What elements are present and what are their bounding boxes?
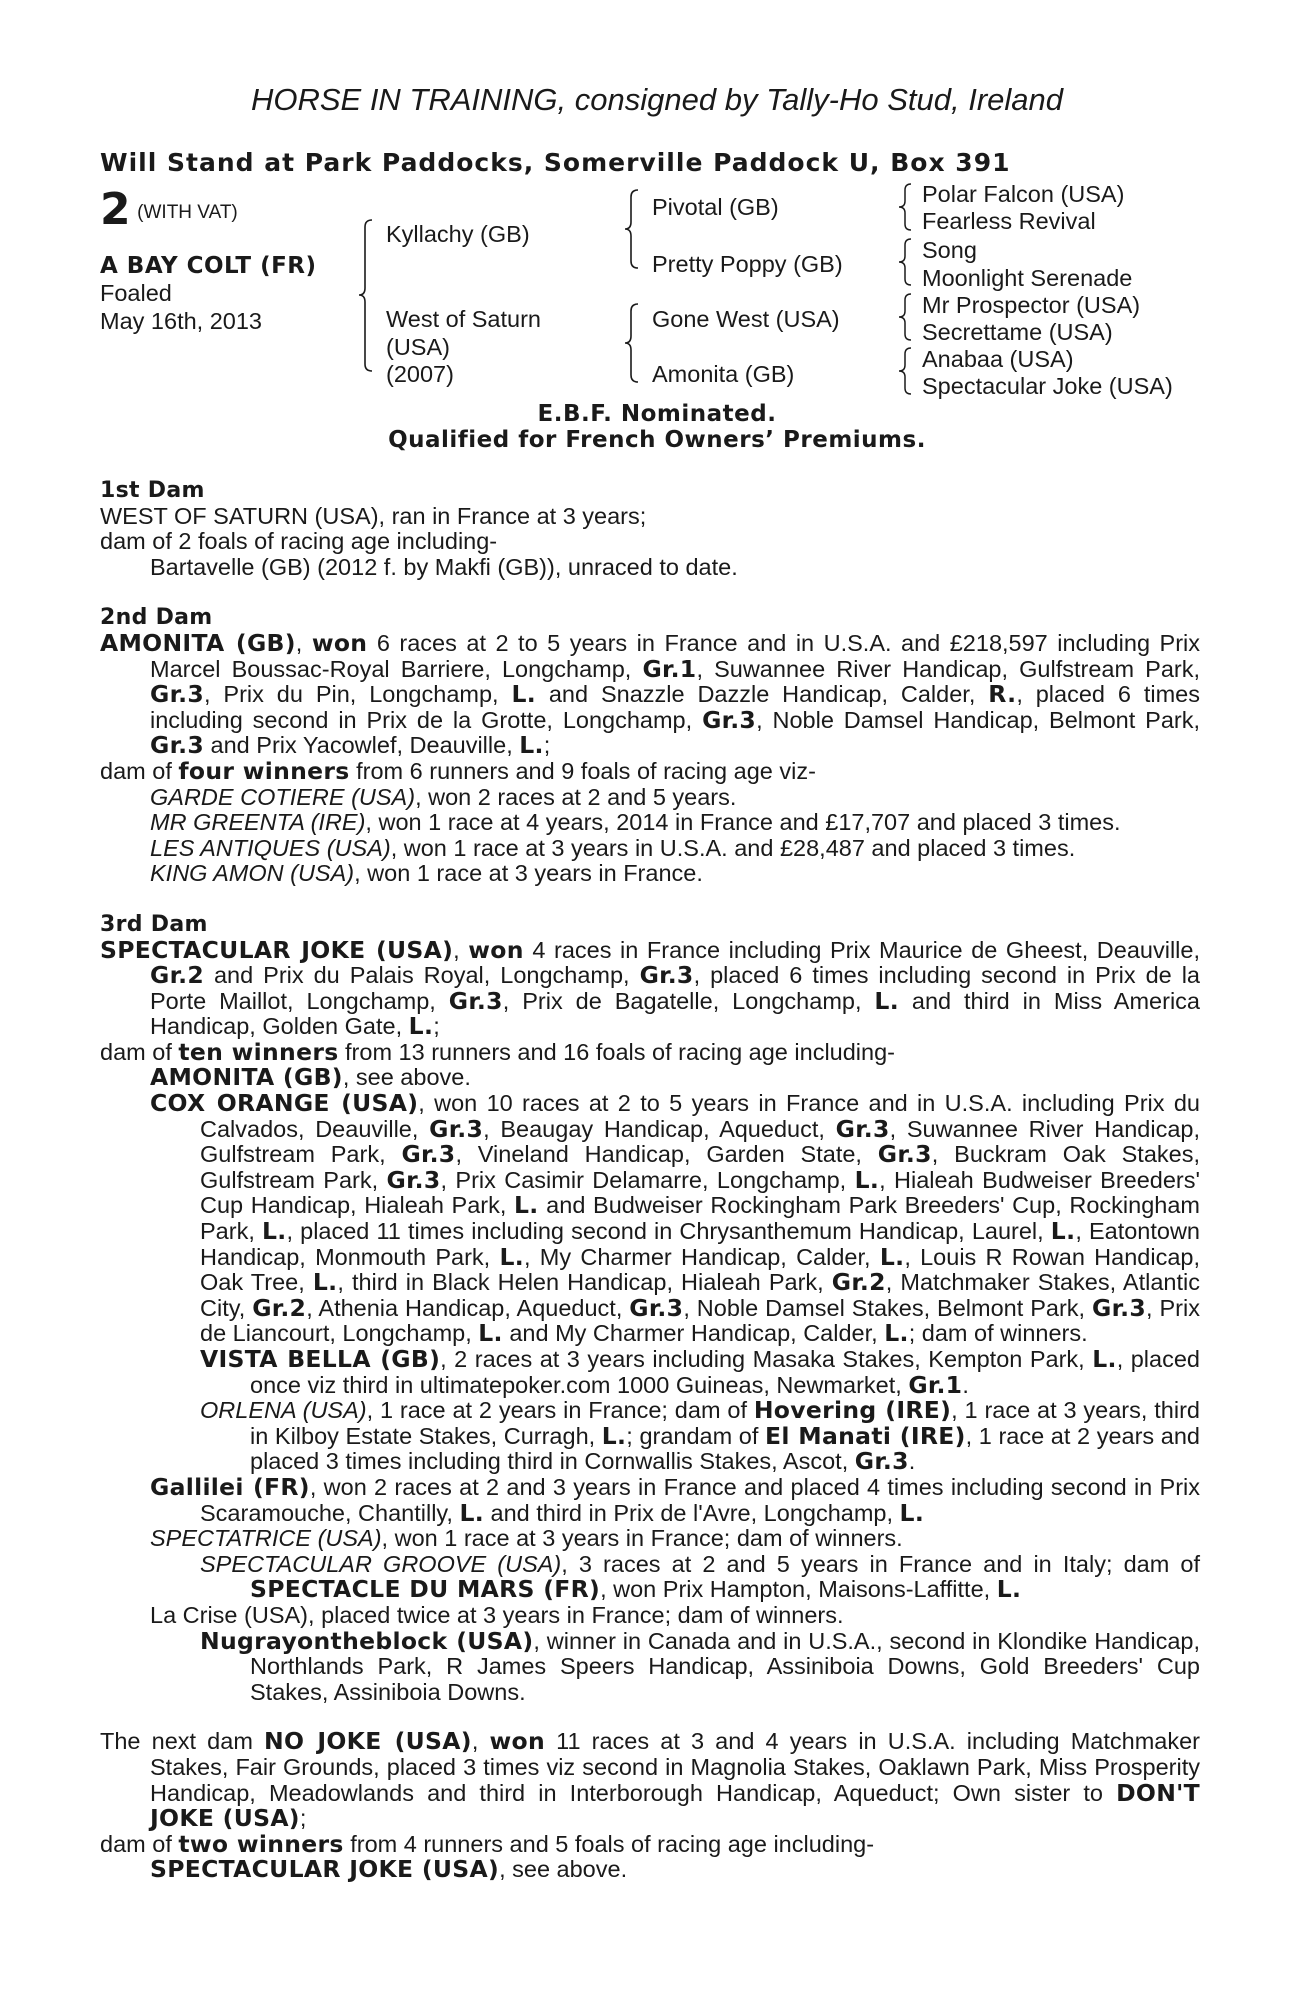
text-run: , Suwannee River Handicap, Gulfstream Park,: [696, 655, 1200, 682]
pedigree-gg1: Polar Falcon (USA): [922, 181, 1125, 207]
bold-text: Gr.3: [877, 1140, 932, 1169]
text-run: ;: [299, 1805, 307, 1832]
produce-item: [100, 1398, 1200, 1475]
bold-text: L.: [459, 1498, 485, 1527]
bold-text: Gr.3: [429, 1114, 484, 1143]
bold-text: NO JOKE (USA): [264, 1727, 472, 1756]
horse-name: SPECTACULAR JOKE (USA): [100, 935, 454, 964]
italic-text: SPECTACULAR GROOVE (USA): [200, 1550, 562, 1577]
bold-text: Gr.3: [702, 705, 757, 734]
bold-text: Gallilei (FR): [150, 1472, 310, 1501]
bold-text: Gr.1: [908, 1370, 963, 1399]
text-run: , 3 races at 2 and 5 years in France and in Italy; dam of: [561, 1550, 1200, 1577]
bold-text: L.: [879, 1242, 905, 1271]
bold-text: won: [489, 1727, 545, 1756]
pedigree-sire: Kyllachy (GB): [386, 221, 530, 247]
produce-item: [100, 1857, 1200, 1883]
text-run: dam of: [100, 757, 179, 784]
pedigree-brace-g3: [898, 292, 916, 342]
bold-text: Gr.3: [854, 1447, 909, 1476]
pedigree-sire-sire: Pivotal (GB): [652, 194, 779, 220]
bold-text: R.: [988, 680, 1017, 709]
second-dam-heading: 2nd Dam: [100, 605, 213, 631]
bold-text: two winners: [178, 1829, 344, 1858]
text-run: , won 1 race at 3 years in France.: [354, 860, 703, 887]
text-run: from 13 runners and 16 foals of racing age including-: [338, 1038, 895, 1065]
bold-text: L.: [312, 1268, 338, 1297]
text-run: , Noble Damsel Stakes, Belmont Park,: [683, 1294, 1093, 1321]
text-run: ;: [543, 732, 551, 759]
bold-text: Gr.3: [448, 986, 503, 1015]
bold-text: L.: [408, 1012, 434, 1041]
bold-text: L.: [899, 1498, 925, 1527]
bold-text: SPECTACLE DU MARS (FR): [250, 1575, 601, 1604]
foaled-date: May 16th, 2013: [100, 308, 262, 334]
text-run: , My Charmer Handicap, Calder,: [523, 1243, 880, 1270]
text-run: , winner in Canada and in U.S.A., second in Klondike Handicap, Northlands Park, R James Speers Handicap, Assiniboia Downs, Gold Breeders' Cup Stakes, Assiniboia Downs.: [250, 1627, 1201, 1705]
bold-text: won: [468, 935, 524, 964]
text-run: and Snazzle Dazzle Handicap, Calder,: [535, 681, 989, 708]
bold-text: Gr.3: [150, 731, 205, 760]
pedigree-gg3: Song: [922, 237, 977, 263]
lot-number: 2: [100, 184, 131, 235]
pedigree-brace-g1: [898, 182, 916, 232]
text-run: , placed 6 times including second in Prix de la Grotte, Longchamp,: [150, 681, 1200, 733]
bold-text: L.: [601, 1421, 627, 1450]
french-premiums-note: Qualified for French Owners’ Premiums.: [388, 427, 926, 453]
third-dam-produce-intro: [100, 1037, 1200, 1066]
pedigree-gg4: Moonlight Serenade: [922, 265, 1133, 291]
bold-text: Gr.3: [835, 1114, 890, 1143]
pedigree-dam-line1: West of Saturn: [386, 306, 541, 332]
lot-number-line: [100, 184, 238, 235]
text-run: , Hialeah Budweiser Breeders' Cup Handicap, Hialeah Park,: [200, 1166, 1200, 1219]
bold-text: DON'T JOKE (USA): [150, 1778, 1200, 1833]
italic-text: SPECTATRICE (USA): [150, 1525, 382, 1552]
text-run: .: [908, 1448, 916, 1475]
bold-text: SPECTACULAR JOKE (USA): [150, 1855, 500, 1884]
bold-text: Gr.3: [150, 680, 205, 709]
text-run: ; dam of winners.: [908, 1320, 1088, 1347]
text-run: , Beaugay Handicap, Aqueduct,: [483, 1115, 836, 1142]
text-run: , see above.: [499, 1856, 628, 1883]
vat-label: (WITH VAT): [137, 202, 238, 223]
bold-text: four winners: [178, 756, 350, 785]
text-run: , 1 race at 2 years and placed 3 times including third in Cornwallis Stakes, Ascot,: [250, 1422, 1200, 1475]
bold-text: Hovering (IRE): [753, 1396, 952, 1425]
produce-item: [100, 1347, 1200, 1398]
text-run: , Prix de Bagatelle, Longchamp,: [502, 987, 875, 1014]
text-run: ; grandam of: [626, 1422, 766, 1449]
bold-text: COX ORANGE (USA): [150, 1089, 419, 1118]
pedigree-brace-g2: [898, 237, 916, 287]
next-dam-produce-intro: [100, 1829, 1200, 1858]
bold-text: L.: [519, 731, 544, 760]
text-run: , won 2 races at 2 and 5 years.: [415, 783, 737, 810]
bold-text: Gr.3: [1092, 1293, 1147, 1322]
bold-text: ten winners: [178, 1037, 339, 1066]
produce-item: [100, 1552, 1200, 1603]
produce-item: La Crise (USA), placed twice at 3 years in France; dam of winners.: [150, 1601, 844, 1628]
text-run: , won Prix Hampton, Maisons-Laffitte,: [600, 1576, 997, 1603]
text-run: and My Charmer Handicap, Calder,: [502, 1320, 885, 1347]
bold-text: El Manati (IRE): [765, 1421, 966, 1450]
pedigree-dam-line2: (USA): [386, 334, 450, 360]
text-run: 11 races at 3 and 4 years in U.S.A. including Matchmaker Stakes, Fair Grounds, placed 3 times viz second in Magnolia Stakes, Oaklawn Park, Miss Prosperity Handicap, Meadowlands and third in Interborough Handicap, Aqueduct; Own sister to: [150, 1728, 1200, 1806]
produce-item: [100, 1091, 1200, 1347]
bold-text: Gr.3: [629, 1293, 684, 1322]
first-dam-heading: 1st Dam: [100, 478, 205, 503]
pedigree-brace-g4: [898, 346, 916, 396]
pedigree-sire-dam: Pretty Poppy (GB): [652, 251, 843, 277]
bold-text: Gr.3: [386, 1165, 441, 1194]
text-run: , 2 races at 3 years including Masaka Stakes, Kempton Park,: [440, 1346, 1093, 1372]
spacer: [100, 580, 1200, 605]
bold-text: L.: [261, 1217, 287, 1246]
text-run: , third in Black Helen Handicap, Hialeah Park,: [337, 1269, 832, 1296]
text-run: 6 races at 2 to 5 years in France and in U.S.A. and £218,597 including Prix Marcel Boussac-Royal Barriere, Longchamp,: [150, 629, 1200, 682]
text-run: , Athenia Handicap, Aqueduct,: [306, 1294, 630, 1321]
text-run: and third in Miss America Handicap, Golden Gate,: [150, 987, 1200, 1040]
text-run: The next dam: [100, 1728, 265, 1755]
pedigree-gg2: Fearless Revival: [922, 208, 1096, 234]
produce-item: [100, 836, 1200, 862]
won-label: won: [311, 628, 368, 657]
pedigree-dam-dam: Amonita (GB): [652, 361, 795, 387]
bold-text: AMONITA (GB): [150, 1063, 343, 1092]
text-run: , Prix de Liancourt, Longchamp,: [200, 1294, 1200, 1347]
italic-text: KING AMON (USA): [150, 860, 355, 887]
text-run: .: [962, 1371, 969, 1398]
text-run: ;: [433, 1013, 440, 1040]
produce-item: [100, 861, 1200, 887]
bold-text: L.: [478, 1319, 503, 1348]
italic-text: MR GREENTA (IRE): [150, 809, 366, 836]
text-run: , see above.: [342, 1064, 471, 1091]
text-run: , Prix Casimir Delamarre, Longchamp,: [440, 1166, 855, 1193]
bold-text: L.: [1092, 1345, 1117, 1373]
first-dam-produce-intro: dam of 2 foals of racing age including-: [100, 528, 498, 555]
pedigree-gg6: Secrettame (USA): [922, 319, 1113, 345]
pedigree-dam-line3: (2007): [386, 361, 454, 387]
text-run: , 1 race at 3 years, third in Kilboy Estate Stakes, Curragh,: [250, 1397, 1200, 1449]
bold-text: L.: [514, 1191, 539, 1220]
italic-text: GARDE COTIERE (USA): [150, 783, 416, 810]
pedigree-dam-sire: Gone West (USA): [652, 306, 840, 332]
produce-item: [100, 810, 1200, 836]
bold-text: Nugrayontheblock (USA): [200, 1626, 534, 1655]
pedigree-brace-dam: [624, 302, 644, 384]
text-run: , placed once viz third in ultimatepoker.com 1000 Guineas, Newmarket,: [250, 1346, 1200, 1398]
bold-text: Gr.2: [252, 1293, 307, 1322]
pedigree-gg7: Anabaa (USA): [922, 346, 1074, 372]
text-run: from 6 runners and 9 foals of racing age viz-: [349, 757, 816, 784]
ebf-note: E.B.F. Nominated.: [537, 401, 777, 427]
bold-text: L.: [854, 1165, 880, 1194]
bold-text: L.: [1050, 1217, 1076, 1246]
foaled-label: Foaled: [100, 280, 172, 306]
page-title: HORSE IN TRAINING, consigned by Tally-Ho Stud, Ireland: [250, 82, 1064, 117]
bold-text: L.: [996, 1575, 1022, 1604]
first-dam-entry: WEST OF SATURN (USA), ran in France at 3 years;: [100, 502, 647, 529]
catalogue-body: [100, 478, 1200, 1883]
bold-text: Gr.3: [639, 961, 694, 990]
text-run: , Noble Damsel Handicap, Belmont Park,: [756, 706, 1201, 733]
spacer: [100, 1705, 1200, 1729]
third-dam-heading: 3rd Dam: [100, 911, 208, 937]
text-run: and third in Prix de l'Avre, Longchamp,: [484, 1499, 900, 1526]
stand-location: Will Stand at Park Paddocks, Somerville Paddock U, Box 391: [100, 148, 1011, 177]
horse-name: AMONITA (GB): [100, 628, 296, 657]
text-run: , Eatontown Handicap, Monmouth Park,: [200, 1218, 1201, 1270]
pedigree-gg5: Mr Prospector (USA): [922, 292, 1141, 318]
text-run: , Suwannee River Handicap, Gulfstream Park,: [200, 1115, 1200, 1168]
produce-item: [100, 785, 1200, 811]
pedigree-brace-sire: [624, 188, 644, 270]
bold-text: L.: [499, 1242, 524, 1271]
text-run: , placed 11 times including second in Chrysanthemum Handicap, Laurel,: [286, 1218, 1051, 1245]
bold-text: L.: [884, 1319, 909, 1348]
produce-item: [100, 1472, 1201, 1527]
text-run: , won 1 race at 3 years in France; dam of winners.: [381, 1525, 903, 1552]
text-run: , won 10 races at 2 to 5 years in France and in U.S.A. including Prix du Calvados, Deauville,: [200, 1090, 1200, 1142]
next-dam-entry: The next dam NO JOKE (USA), won 11 races at 3 and 4 years in U.S.A. including Matchmaker Stakes, Fair Grounds, placed 3 times viz second in Magnolia Stakes, Oaklawn Park, Miss Prosperity Handicap, Meadowlands and third in Interborough Handicap, Aqueduct; Own sister to DON'T JOKE (USA);: [100, 1727, 1200, 1833]
text-run: , Prix du Pin, Longchamp,: [204, 681, 512, 708]
bold-text: L.: [874, 986, 899, 1015]
bold-text: Gr.2: [150, 961, 205, 990]
text-run: , Vineland Handicap, Garden State,: [455, 1141, 878, 1168]
text-run: and Prix Yacowlef, Deauville,: [204, 732, 520, 759]
text-run: from 4 runners and 5 foals of racing age including-: [343, 1830, 875, 1857]
bold-text: Gr.3: [401, 1140, 456, 1169]
pedigree-gg8: Spectacular Joke (USA): [922, 373, 1173, 399]
text-run: dam of: [100, 1830, 179, 1857]
bold-text: L.: [511, 680, 536, 709]
pedigree-brace-main: [358, 218, 378, 373]
bold-text: Gr.2: [831, 1268, 886, 1297]
second-dam-produce-intro: [100, 756, 1200, 785]
text-run: , won 2 races at 2 and 3 years in France and placed 4 times including second in Prix Scaramouche, Chantilly,: [200, 1473, 1201, 1526]
produce-item: [100, 1526, 1200, 1552]
text-run: , won 1 race at 4 years, 2014 in France and £17,707 and placed 3 times.: [365, 809, 1121, 836]
text-run: dam of: [100, 1038, 179, 1065]
text-run: , Matchmaker Stakes, Atlantic City,: [200, 1269, 1200, 1321]
italic-text: ORLENA (USA): [200, 1397, 367, 1424]
text-run: , 1 race at 2 years in France; dam of: [366, 1397, 754, 1424]
first-dam-produce-item: Bartavelle (GB) (2012 f. by Makfi (GB)), unraced to date.: [150, 553, 738, 580]
text-run: 4 races in France including Prix Maurice de Gheest, Deauville,: [523, 936, 1200, 963]
lot-description: A BAY COLT (FR): [100, 253, 317, 279]
third-dam-entry: SPECTACULAR JOKE (USA), won 4 races in France including Prix Maurice de Gheest, Deauville, Gr.2 and Prix du Palais Royal, Longchamp, Gr.3, placed 6 times including second in Prix de la Porte Maillot, Longchamp, Gr.3, Prix de Bagatelle, Longchamp, L. and third in Miss America Handicap, Golden Gate, L.;: [100, 935, 1200, 1041]
text-run: , Buckram Oak Stakes, Gulfstream Park,: [200, 1141, 1200, 1193]
bold-text: Gr.1: [642, 654, 697, 683]
text-run: and Budweiser Rockingham Park Breeders' Cup, Rockingham Park,: [200, 1192, 1200, 1245]
second-dam-entry: AMONITA (GB), won 6 races at 2 to 5 years in France and in U.S.A. and £218,597 including Prix Marcel Boussac-Royal Barriere, Longchamp, Gr.1, Suwannee River Handicap, Gulfstream Park, Gr.3, Prix du Pin, Longchamp, L. and Snazzle Dazzle Handicap, Calder, R., placed 6 times including second in Prix de la Grotte, Longchamp, Gr.3, Noble Damsel Handicap, Belmont Park, Gr.3 and Prix Yacowlef, Deauville, L.;: [100, 628, 1201, 760]
text-run: , won 1 race at 3 years in U.S.A. and £28,487 and placed 3 times.: [390, 834, 1076, 861]
spacer: [100, 887, 1200, 912]
text-run: , placed 6 times including second in Prix de la Porte Maillot, Longchamp,: [150, 962, 1200, 1014]
text-run: , Louis R Rowan Handicap, Oak Tree,: [200, 1243, 1200, 1296]
italic-text: LES ANTIQUES (USA): [150, 834, 391, 861]
produce-item: [100, 1626, 1201, 1706]
bold-text: VISTA BELLA (GB): [200, 1345, 441, 1373]
produce-item: [100, 1065, 1200, 1091]
text-run: and Prix du Palais Royal, Longchamp,: [204, 962, 640, 989]
